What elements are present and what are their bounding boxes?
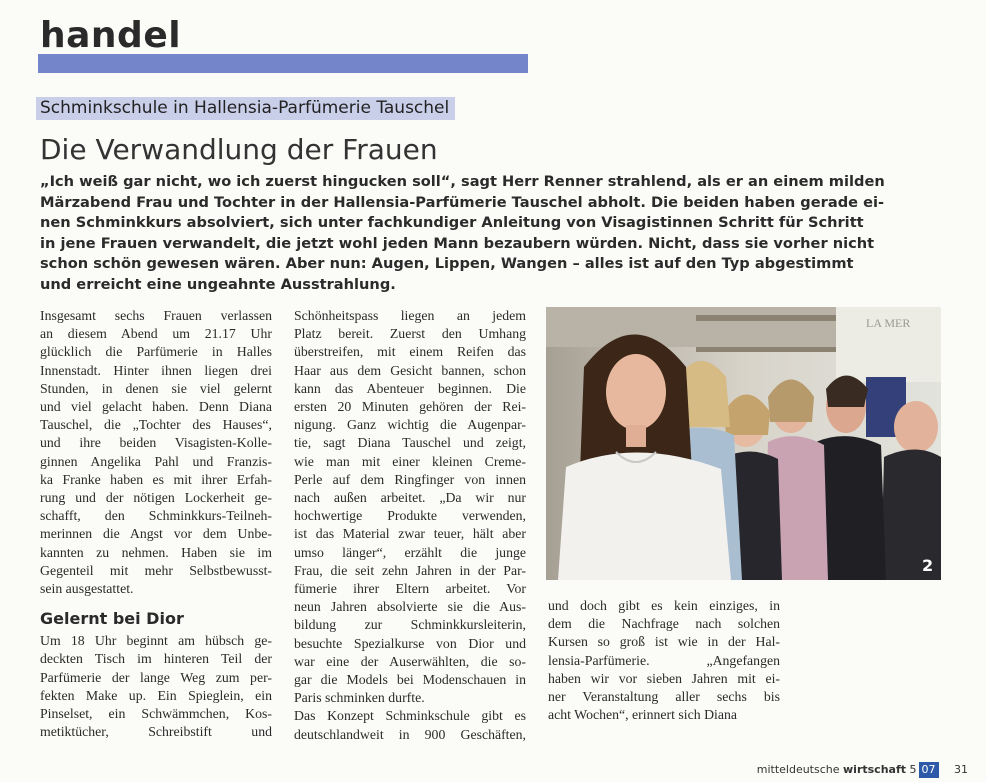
body-line: acht Wochen“, erinnert sich Diana xyxy=(548,707,738,723)
body-line: fekten Make up. Ein Spieglein, ein xyxy=(40,687,272,703)
body-line: Schönheitspass liegen an jedem xyxy=(294,308,526,323)
body-line: überstreifen, mit einem Reifen das xyxy=(294,344,526,360)
section-label: handel xyxy=(40,15,182,56)
magazine-name-bold: wirtschaft xyxy=(843,763,906,776)
body-line: nigung. Ganz wichtig die Augenpar- xyxy=(294,417,526,433)
body-line: nach außen arbeitet. „Da wir nur xyxy=(294,490,526,506)
lead-line: und erreicht eine ungeahnte Ausstrahlung. xyxy=(40,275,396,293)
body-line: Insgesamt sechs Frauen verlassen xyxy=(40,308,272,323)
body-line: tie, sagt Diana Tauschel und zeigt, xyxy=(294,435,526,451)
photo-number: 2 xyxy=(922,556,934,575)
article-headline: Die Verwandlung der Frauen xyxy=(40,133,438,166)
body-line: und viel gelacht haben. Denn Diana xyxy=(40,399,272,415)
body-line: und doch gibt es kein einziges, in xyxy=(548,598,780,613)
body-line: glücklich die Parfümerie in Halles xyxy=(40,344,272,360)
body-line: wie man mit einer kleinen Creme- xyxy=(294,453,526,469)
article-subhead: Gelernt bei Dior xyxy=(40,609,184,629)
body-line: Gegenteil mit mehr Selbstbewusst- xyxy=(40,562,272,578)
body-line: und ihre beiden Visagisten-Kolle- xyxy=(40,435,272,451)
body-column-1 xyxy=(40,307,272,741)
body-line: fümerie ihrer Eltern arbeitet. Vor xyxy=(294,581,526,597)
lead-line: nen Schminkkurs absolviert, sich unter fachkundiger Anleitung von Visagistinnen Schritt für Schritt xyxy=(40,214,864,232)
body-line: umso länger“, erzählt die junge xyxy=(294,544,526,560)
body-line: dem die Nachfrage nach solchen xyxy=(548,616,780,632)
body-line: ginnen Angelika Pahl und Franzis- xyxy=(40,453,272,469)
body-line: Perle auf dem Ringfinger von innen xyxy=(294,471,526,487)
body-line: Parfümerie der lange Weg zum per- xyxy=(40,669,272,685)
magazine-name: mitteldeutsche xyxy=(756,763,840,776)
body-line: gar die Models bei Modenschauen in xyxy=(294,672,526,688)
body-line: deutschlandweit in 900 Geschäften, xyxy=(294,726,526,742)
body-line: kann das Abenteuer beginnen. Die xyxy=(294,380,526,396)
body-line: bildung zur Schminkkursleiterin, xyxy=(294,617,526,633)
page-footer xyxy=(757,762,968,778)
body-line: Paris schminken durfte. xyxy=(294,690,425,706)
body-line: sein ausgestattet. xyxy=(40,581,134,597)
body-line: schafft, den Schminkkurs-Teilneh- xyxy=(40,508,272,524)
issue-year-badge: 07 xyxy=(919,762,939,778)
page-number: 31 xyxy=(954,763,968,776)
body-line: Frau, die seit zehn Jahren in der Par- xyxy=(294,562,526,578)
body-line: Tauschel, die „Tochter des Hauses“, xyxy=(40,417,272,433)
body-line: Stunden, in denen sie viel gelernt xyxy=(40,380,272,396)
article-kicker: Schminkschule in Hallensia-Parfümerie Tauschel xyxy=(36,97,455,120)
article-photo xyxy=(546,307,941,580)
lead-line: in jene Frauen verwandelt, die jetzt wohl jeden Mann bezaubern würden. Nicht, dass sie vorher nicht xyxy=(40,234,875,252)
article-lead xyxy=(40,172,885,296)
body-line: Haar aus dem Gesicht bannen, schon xyxy=(294,362,526,378)
photo-store-sign: LA MER xyxy=(866,316,911,330)
body-line: Um 18 Uhr beginnt am hübsch ge- xyxy=(40,633,272,649)
body-line: metiktücher, Schreibstift und xyxy=(40,724,272,740)
body-line: war eine der Auserwählten, die so- xyxy=(294,653,526,669)
body-line: deckten Tisch im hinteren Teil der xyxy=(40,651,272,667)
body-line: Innenstadt. Hinter ihnen liegen drei xyxy=(40,362,272,378)
body-line: neun Jahren absolvierte sie die Aus- xyxy=(294,599,526,615)
body-column-2 xyxy=(294,307,526,744)
body-column-3 xyxy=(548,597,780,724)
body-line: rung und der nötigen Lockerheit ge- xyxy=(40,490,272,506)
body-line: ner Veranstaltung aller sechs bis xyxy=(548,689,780,705)
body-line: merinnen die Angst vor dem Unbe- xyxy=(40,526,272,542)
body-line: haben wir vor sieben Jahren mit ei- xyxy=(548,670,780,686)
body-line: Kursen so groß ist wie in der Hal- xyxy=(548,634,780,650)
body-line: ist das Material zwar teuer, hält aber xyxy=(294,526,526,542)
body-line: ersten 20 Minuten gehören der Rei- xyxy=(294,399,526,415)
body-line: Pinselset, ein Schwämmchen, Kos- xyxy=(40,706,272,722)
body-line: Platz bereit. Zuerst den Umhang xyxy=(294,326,526,342)
lead-line: „Ich weiß gar nicht, wo ich zuerst hingucken soll“, sagt Herr Renner strahlend, als er an einem milden xyxy=(40,173,885,190)
body-line: besuchte Spezialkurse von Dior und xyxy=(294,635,526,651)
lead-line: Märzabend Frau und Tochter in der Hallensia-Parfümerie Tauschel abholt. Die beiden haben gerade ei- xyxy=(40,193,885,211)
body-line: an diesem Abend um 21.17 Uhr xyxy=(40,326,272,342)
body-line: hochwertige Produkte verwenden, xyxy=(294,508,526,524)
lead-line: schon schön gewesen wären. Aber nun: Augen, Lippen, Wangen – alles ist auf den Typ abgestimmt xyxy=(40,255,854,273)
body-line: ka Franke haben es mit ihrer Erfah- xyxy=(40,471,272,487)
body-line: kannten zu nehmen. Haben sie im xyxy=(40,544,272,560)
issue-number: 5 xyxy=(909,763,917,776)
body-line: lensia-Parfümerie. „Angefangen xyxy=(548,652,780,668)
body-line: Das Konzept Schminkschule gibt es xyxy=(294,708,526,724)
